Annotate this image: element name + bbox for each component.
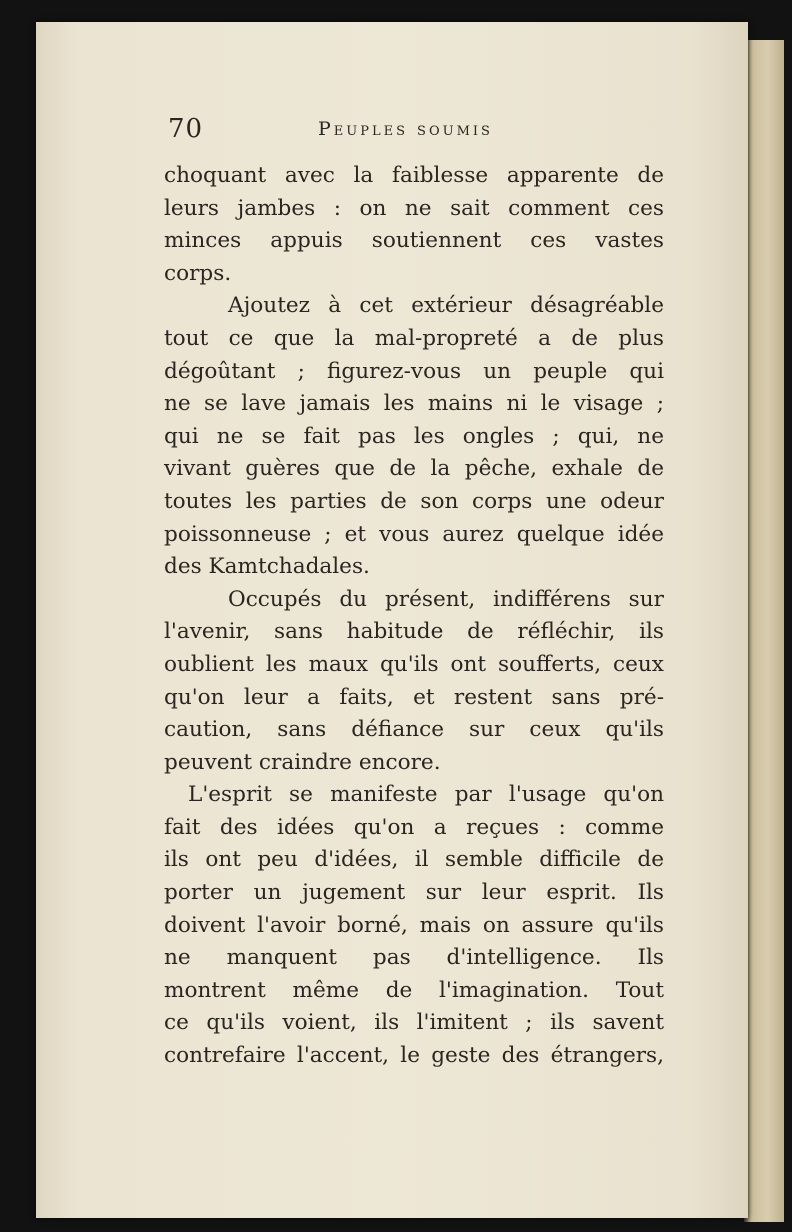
text-line: L'esprit se manifeste par l'usage qu'on bbox=[188, 782, 664, 808]
text-line: choquant avec la faiblesse apparente de bbox=[164, 163, 664, 188]
text-line: minces appuis soutiennent ces vastes bbox=[164, 228, 664, 254]
text-line: porter un jugement sur leur esprit. Ils bbox=[164, 880, 664, 906]
text-line: ce qu'ils voient, ils l'imitent ; ils savent bbox=[164, 1010, 664, 1036]
text-line: l'avenir, sans habitude de réfléchir, ils bbox=[164, 619, 664, 645]
text-line: dégoûtant ; figurez-vous un peuple qui bbox=[164, 358, 664, 384]
text-line: ils ont peu d'idées, il semble difficile de bbox=[164, 847, 664, 873]
text-line: contrefaire l'accent, le geste des étrangers, bbox=[164, 1043, 664, 1069]
text-line: Ajoutez à cet extérieur désagréable bbox=[228, 293, 664, 319]
text-line: qui ne se fait pas les ongles ; qui, ne bbox=[164, 423, 664, 449]
body-text bbox=[164, 160, 664, 1073]
text-line: fait des idées qu'on a reçues : comme bbox=[164, 814, 664, 840]
text-line: toutes les parties de son corps une odeur bbox=[164, 488, 664, 514]
running-head: Peuples soumis bbox=[318, 118, 493, 140]
paragraph bbox=[164, 160, 664, 290]
paragraph bbox=[164, 779, 664, 1072]
text-line: ne manquent pas d'intelligence. Ils bbox=[164, 945, 664, 971]
page-header bbox=[168, 114, 668, 148]
text-line: des Kamtchadales. bbox=[164, 554, 370, 580]
text-line: corps. bbox=[164, 260, 232, 286]
page-number: 70 bbox=[168, 114, 204, 144]
paragraph bbox=[164, 290, 664, 583]
text-line: tout ce que la mal-propreté a de plus bbox=[164, 325, 664, 351]
text-line: doivent l'avoir borné, mais on assure qu'ils bbox=[164, 912, 664, 938]
next-page-edge bbox=[744, 40, 784, 1222]
text-line: montrent même de l'imagination. Tout bbox=[164, 977, 664, 1003]
text-line: ne se lave jamais les mains ni le visage ; bbox=[164, 391, 664, 417]
text-line: leurs jambes : on ne sait comment ces bbox=[164, 195, 664, 221]
text-line: Occupés du présent, indifférens sur bbox=[228, 586, 664, 612]
text-line: caution, sans défiance sur ceux qu'ils bbox=[164, 717, 664, 743]
text-line: vivant guères que de la pêche, exhale de bbox=[164, 456, 664, 482]
text-line: peuvent craindre encore. bbox=[164, 749, 441, 775]
text-line: poissonneuse ; et vous aurez quelque idée bbox=[164, 521, 664, 547]
text-line: oublient les maux qu'ils ont soufferts, ceux bbox=[164, 651, 664, 677]
paragraph bbox=[164, 584, 664, 780]
text-line: qu'on leur a faits, et restent sans pré- bbox=[164, 684, 664, 710]
